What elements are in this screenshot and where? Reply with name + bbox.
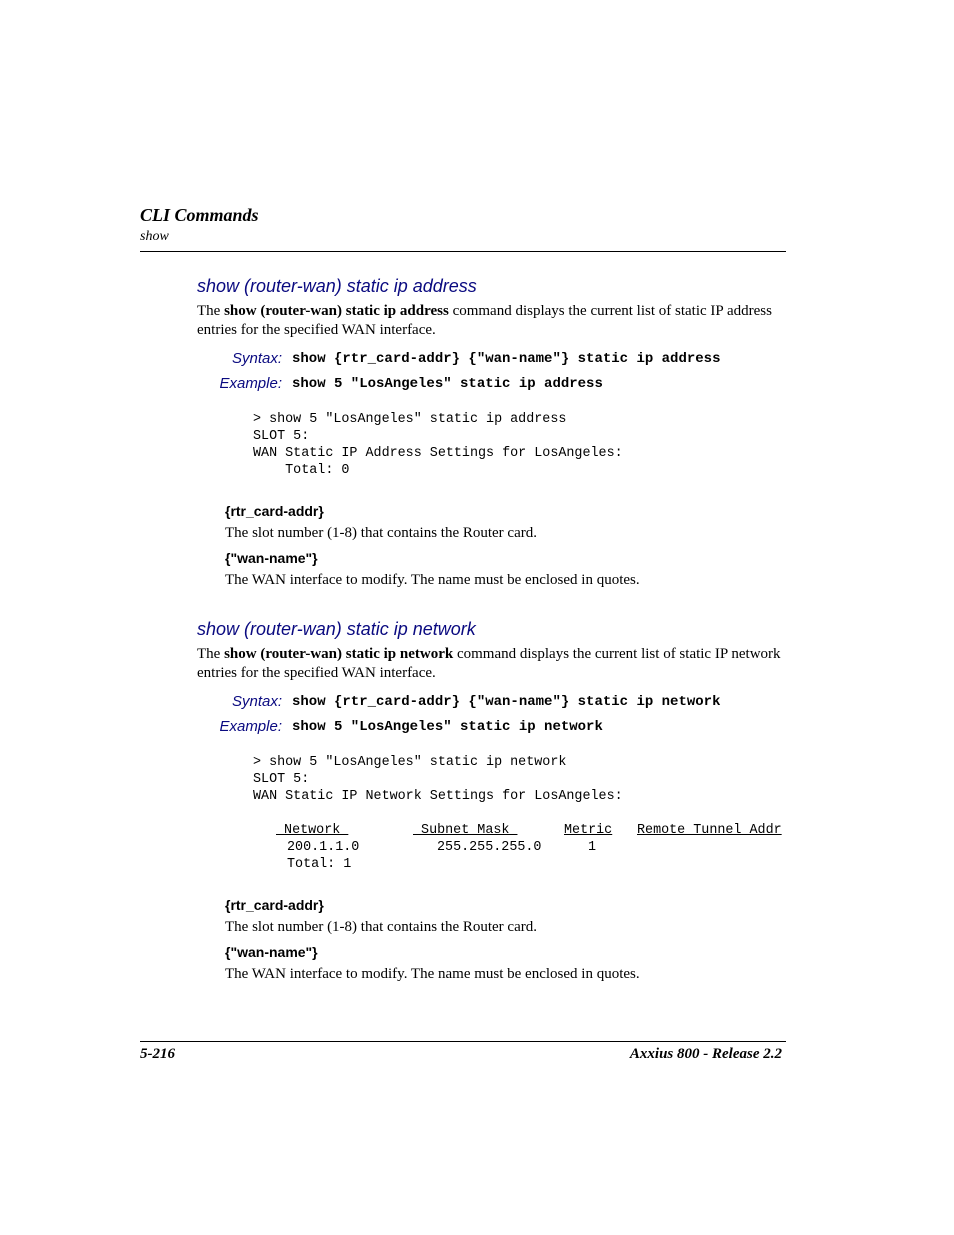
- cli-output: [253, 754, 623, 805]
- table-cell: 1: [588, 840, 597, 855]
- footer-rule: [140, 1041, 786, 1042]
- section-intro: The show (router-wan) static ip address command displays the current list of static IP address entries for the specified WAN interface.: [197, 303, 772, 338]
- param-desc: The slot number (1-8) that contains the Router card.: [225, 525, 537, 541]
- section-title: show (router-wan) static ip network: [197, 619, 476, 639]
- table-header: Subnet Mask: [413, 823, 518, 838]
- syntax-label: Syntax:: [231, 350, 282, 367]
- output-line: SLOT 5:: [253, 772, 310, 787]
- param-name: {"wan-name"}: [225, 944, 318, 960]
- output-line: WAN Static IP Network Settings for LosAngeles:: [253, 789, 623, 804]
- param-name: {rtr_card-addr}: [225, 503, 324, 519]
- product-release: Axxius 800 - Release 2.2: [629, 1046, 782, 1062]
- param-desc: The WAN interface to modify. The name must be enclosed in quotes.: [225, 966, 640, 982]
- example-command: show 5 "LosAngeles" static ip address: [292, 376, 603, 392]
- output-line: SLOT 5:: [253, 429, 310, 444]
- table-header: Metric: [564, 823, 613, 838]
- table-cell: 255.255.255.0: [437, 840, 542, 855]
- cli-output: [253, 411, 623, 479]
- page-number: 5-216: [140, 1046, 175, 1062]
- output-line: Total: 0: [253, 463, 350, 478]
- syntax-command: show {rtr_card-addr} {"wan-name"} static ip address: [292, 351, 721, 367]
- param-desc: The slot number (1-8) that contains the Router card.: [225, 919, 537, 935]
- table-header: Remote Tunnel Addr: [637, 823, 782, 838]
- section-intro: The show (router-wan) static ip network command displays the current list of static IP network entries for the specified WAN interface.: [197, 646, 781, 681]
- table-total: Total: 1: [287, 857, 352, 872]
- section-title: show (router-wan) static ip address: [197, 276, 477, 296]
- table-cell: 200.1.1.0: [287, 840, 360, 855]
- syntax-label: Syntax:: [231, 693, 282, 710]
- table-header: Network: [276, 823, 349, 838]
- syntax-command: show {rtr_card-addr} {"wan-name"} static ip network: [292, 694, 721, 710]
- output-line: > show 5 "LosAngeles" static ip network: [253, 755, 567, 770]
- example-label: Example:: [219, 718, 282, 735]
- param-desc: The WAN interface to modify. The name must be enclosed in quotes.: [225, 572, 640, 588]
- example-label: Example:: [219, 375, 282, 392]
- example-command: show 5 "LosAngeles" static ip network: [292, 719, 603, 735]
- header-rule: [140, 251, 786, 252]
- output-line: WAN Static IP Address Settings for LosAngeles:: [253, 446, 623, 461]
- chapter-title: CLI Commands: [140, 205, 259, 225]
- section-name: show: [140, 229, 169, 244]
- param-name: {rtr_card-addr}: [225, 897, 324, 913]
- param-name: {"wan-name"}: [225, 550, 318, 566]
- output-line: > show 5 "LosAngeles" static ip address: [253, 412, 567, 427]
